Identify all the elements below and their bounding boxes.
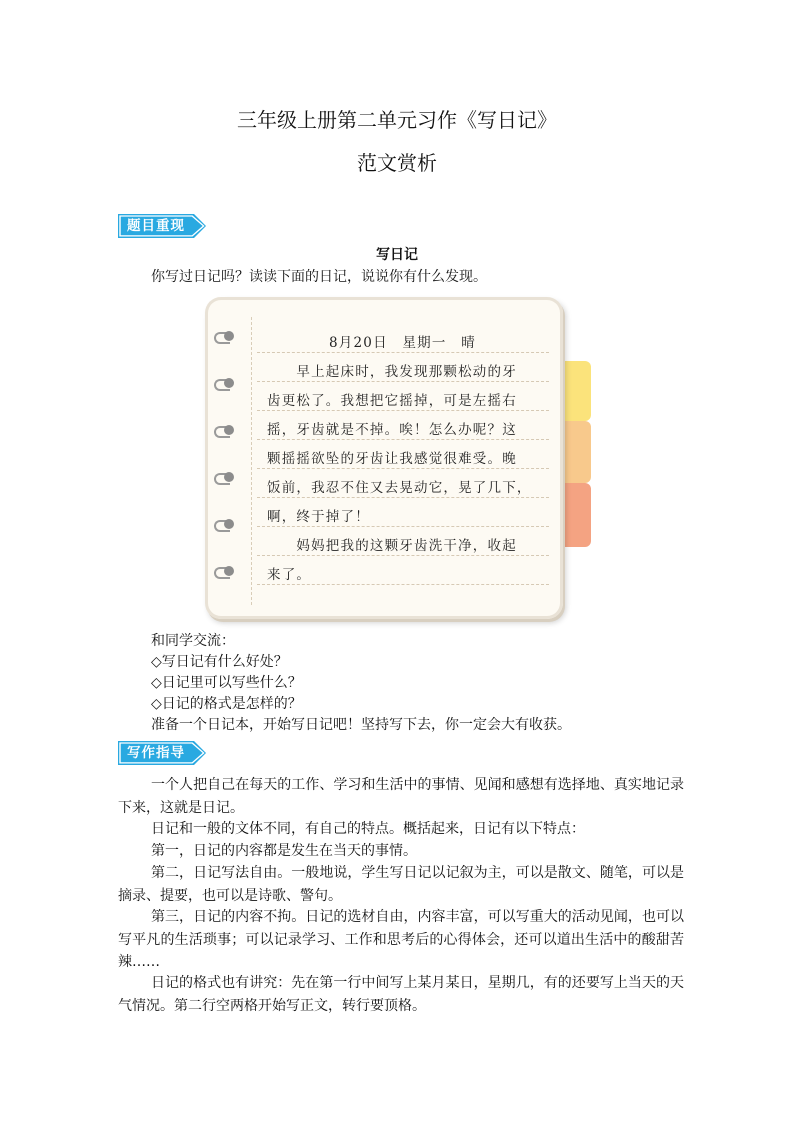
page-subtitle: 范文赏析 xyxy=(357,151,437,175)
binder-ring-icon xyxy=(214,426,236,434)
prompt-text: 你写过日记吗？读读下面的日记，说说你有什么发现。 xyxy=(151,269,487,285)
exchange-label: 和同学交流： xyxy=(151,633,235,649)
guide-paragraph: 第一，日记的内容都是发生在当天的事情。 xyxy=(151,843,417,859)
diary-line: 齿更松了。我想把它摇掉，可是左摇右 xyxy=(267,393,517,409)
binder-ring-icon xyxy=(214,567,236,575)
diary-date: 8月20日 星期一 晴 xyxy=(329,335,476,351)
margin-line xyxy=(251,317,252,605)
diary-notebook xyxy=(205,297,587,622)
page-title: 三年级上册第二单元习作《写日记》 xyxy=(237,108,557,132)
section-banner-prompt xyxy=(118,214,206,238)
diary-line: 颗摇摇欲坠的牙齿让我感觉很难受。晚 xyxy=(267,451,517,467)
binder-ring-icon xyxy=(214,332,236,340)
guide-paragraph: 一个人把自己在每天的工作、学习和生活中的事情、见闻和感想有选择地、真实地记录下来，这就是日记。 xyxy=(118,777,684,816)
binder-ring-icon xyxy=(214,520,236,528)
binder-ring-icon xyxy=(214,473,236,481)
section-banner-guide xyxy=(118,741,206,765)
notebook-page xyxy=(205,297,563,619)
section-banner-label: 题目重现 xyxy=(127,218,185,234)
diary-line: 摇，牙齿就是不掉。唉！怎么办呢？这 xyxy=(267,422,517,438)
prompt-title: 写日记 xyxy=(376,247,418,263)
binder-ring-icon xyxy=(214,379,236,387)
question-item: ◇日记里可以写些什么？ xyxy=(151,675,302,691)
diary-line: 来了。 xyxy=(267,567,312,583)
closing-text: 准备一个日记本，开始写日记吧！坚持写下去，你一定会大有收获。 xyxy=(151,717,571,733)
diary-line: 啊，终于掉了！ xyxy=(267,509,370,525)
guide-paragraph: 日记和一般的文体不同，有自己的特点。概括起来，日记有以下特点： xyxy=(151,821,585,837)
guide-paragraph: 第三，日记的内容不拘。日记的选材自由，内容丰富，可以写重大的活动见闻，也可以写平凡的生活琐事；可以记录学习、工作和思考后的心得体会，还可以道出生活中的酸甜苦辣…… xyxy=(118,909,684,970)
question-item: ◇日记的格式是怎样的？ xyxy=(151,696,302,712)
diary-line: 饭前，我忍不住又去晃动它，晃了几下， xyxy=(267,480,532,496)
question-item: ◇写日记有什么好处？ xyxy=(151,654,288,670)
diary-line: 早上起床时，我发现那颗松动的牙 xyxy=(267,364,517,380)
guide-paragraph: 日记的格式也有讲究：先在第一行中间写上某月某日，星期几，有的还要写上当天的天气情况。第二行空两格开始写正文，转行要顶格。 xyxy=(118,975,684,1014)
section-banner-label: 写作指导 xyxy=(127,745,185,761)
guide-paragraph: 第二，日记写法自由。一般地说，学生写日记以记叙为主，可以是散文、随笔，可以是摘录、提要，也可以是诗歌、警句。 xyxy=(118,865,684,904)
diary-line: 妈妈把我的这颗牙齿洗干净，收起 xyxy=(267,538,517,554)
